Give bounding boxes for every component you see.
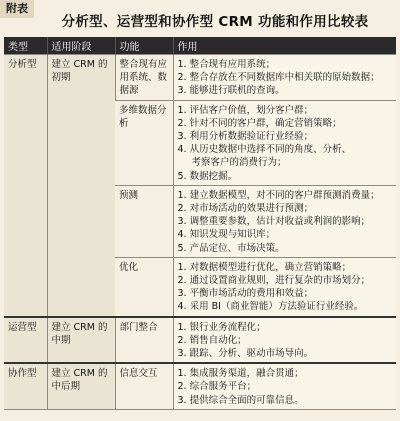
role-cell xyxy=(173,100,396,185)
function-cell: 整合现有应用系统、数据源 xyxy=(115,55,173,101)
function-cell: 多维数据分析 xyxy=(115,100,173,185)
type-cell: 分析型 xyxy=(4,55,47,317)
table-row xyxy=(4,363,396,409)
function-cell: 信息交互 xyxy=(115,363,173,409)
role-item: 3. 平衡市场活动的费用和效益； xyxy=(177,288,314,300)
header-type: 类型 xyxy=(4,37,47,55)
type-cell: 运营型 xyxy=(4,317,47,364)
role-item: 2. 综合服务平台； xyxy=(177,381,257,393)
role-item: 4. 从历史数据中选择不同的角度、分析、 xyxy=(177,144,352,156)
role-item: 4. 采用 BI（商业智能）方法验证行业经验。 xyxy=(177,301,364,313)
header-row xyxy=(4,37,396,55)
table-row xyxy=(4,317,396,364)
role-item: 2. 销售自动化； xyxy=(177,334,247,346)
stage-cell: 建立 CRM 的中后期 xyxy=(47,363,115,409)
function-cell: 预测 xyxy=(115,185,173,257)
role-item: 考察客户的消费行为； xyxy=(191,157,287,169)
role-item: 2. 针对不同的客户群，确定营销策略； xyxy=(177,117,342,129)
role-item: 5. 产品定位、市场决策。 xyxy=(177,242,285,254)
role-item: 1. 整合现有应用系统； xyxy=(177,59,276,70)
function-cell: 优化 xyxy=(115,257,173,316)
role-item: 1. 银行业务流程化； xyxy=(177,321,266,333)
page-title: 分析型、运营型和协作型 CRM 功能和作用比较表 xyxy=(61,14,369,30)
role-item: 5. 数据挖掘。 xyxy=(177,170,238,182)
role-cell xyxy=(173,257,396,316)
role-cell xyxy=(173,55,396,101)
role-item: 3. 跟踪、分析、驱动市场导向。 xyxy=(177,348,314,360)
role-item: 3. 能够进行联机的查询。 xyxy=(177,85,285,97)
role-item: 1. 集成服务渠道，融合贯通； xyxy=(177,368,304,380)
type-cell: 协作型 xyxy=(4,363,47,409)
table-row xyxy=(4,55,396,101)
role-item: 4. 知识发现与知识库； xyxy=(177,229,276,241)
role-item: 1. 对数据模型进行优化，确立营销策略； xyxy=(177,261,352,273)
role-item: 1. 建立数据模型，对不同的客户群预测消费量； xyxy=(177,189,380,201)
header-role: 作用 xyxy=(173,37,396,55)
header-stage: 适用阶段 xyxy=(47,37,115,55)
appendix-tag: 附表 xyxy=(0,0,34,18)
role-item: 3. 提供综合全面的可靠信息。 xyxy=(177,394,304,406)
role-item: 2. 对市场活动的效果进行预测； xyxy=(177,203,314,215)
role-item: 3. 调整重要参数，估计对收益或利润的影响； xyxy=(177,216,371,228)
comparison-table xyxy=(4,37,396,410)
role-cell xyxy=(173,185,396,257)
role-item: 2. 通过设置商业规则，进行复杂的市场划分； xyxy=(177,275,371,287)
role-item: 2. 整合存放在不同数据库中相关联的原始数据； xyxy=(177,72,380,84)
role-item: 3. 利用分析数据验证行业经验； xyxy=(177,131,314,143)
role-cell xyxy=(173,363,396,409)
header-function: 功能 xyxy=(115,37,173,55)
role-cell xyxy=(173,317,396,364)
role-item: 1. 评估客户价值，划分客户群； xyxy=(177,104,314,116)
function-cell: 部门整合 xyxy=(115,317,173,364)
stage-cell: 建立 CRM 的初期 xyxy=(47,55,115,317)
stage-cell: 建立 CRM 的中期 xyxy=(47,317,115,364)
